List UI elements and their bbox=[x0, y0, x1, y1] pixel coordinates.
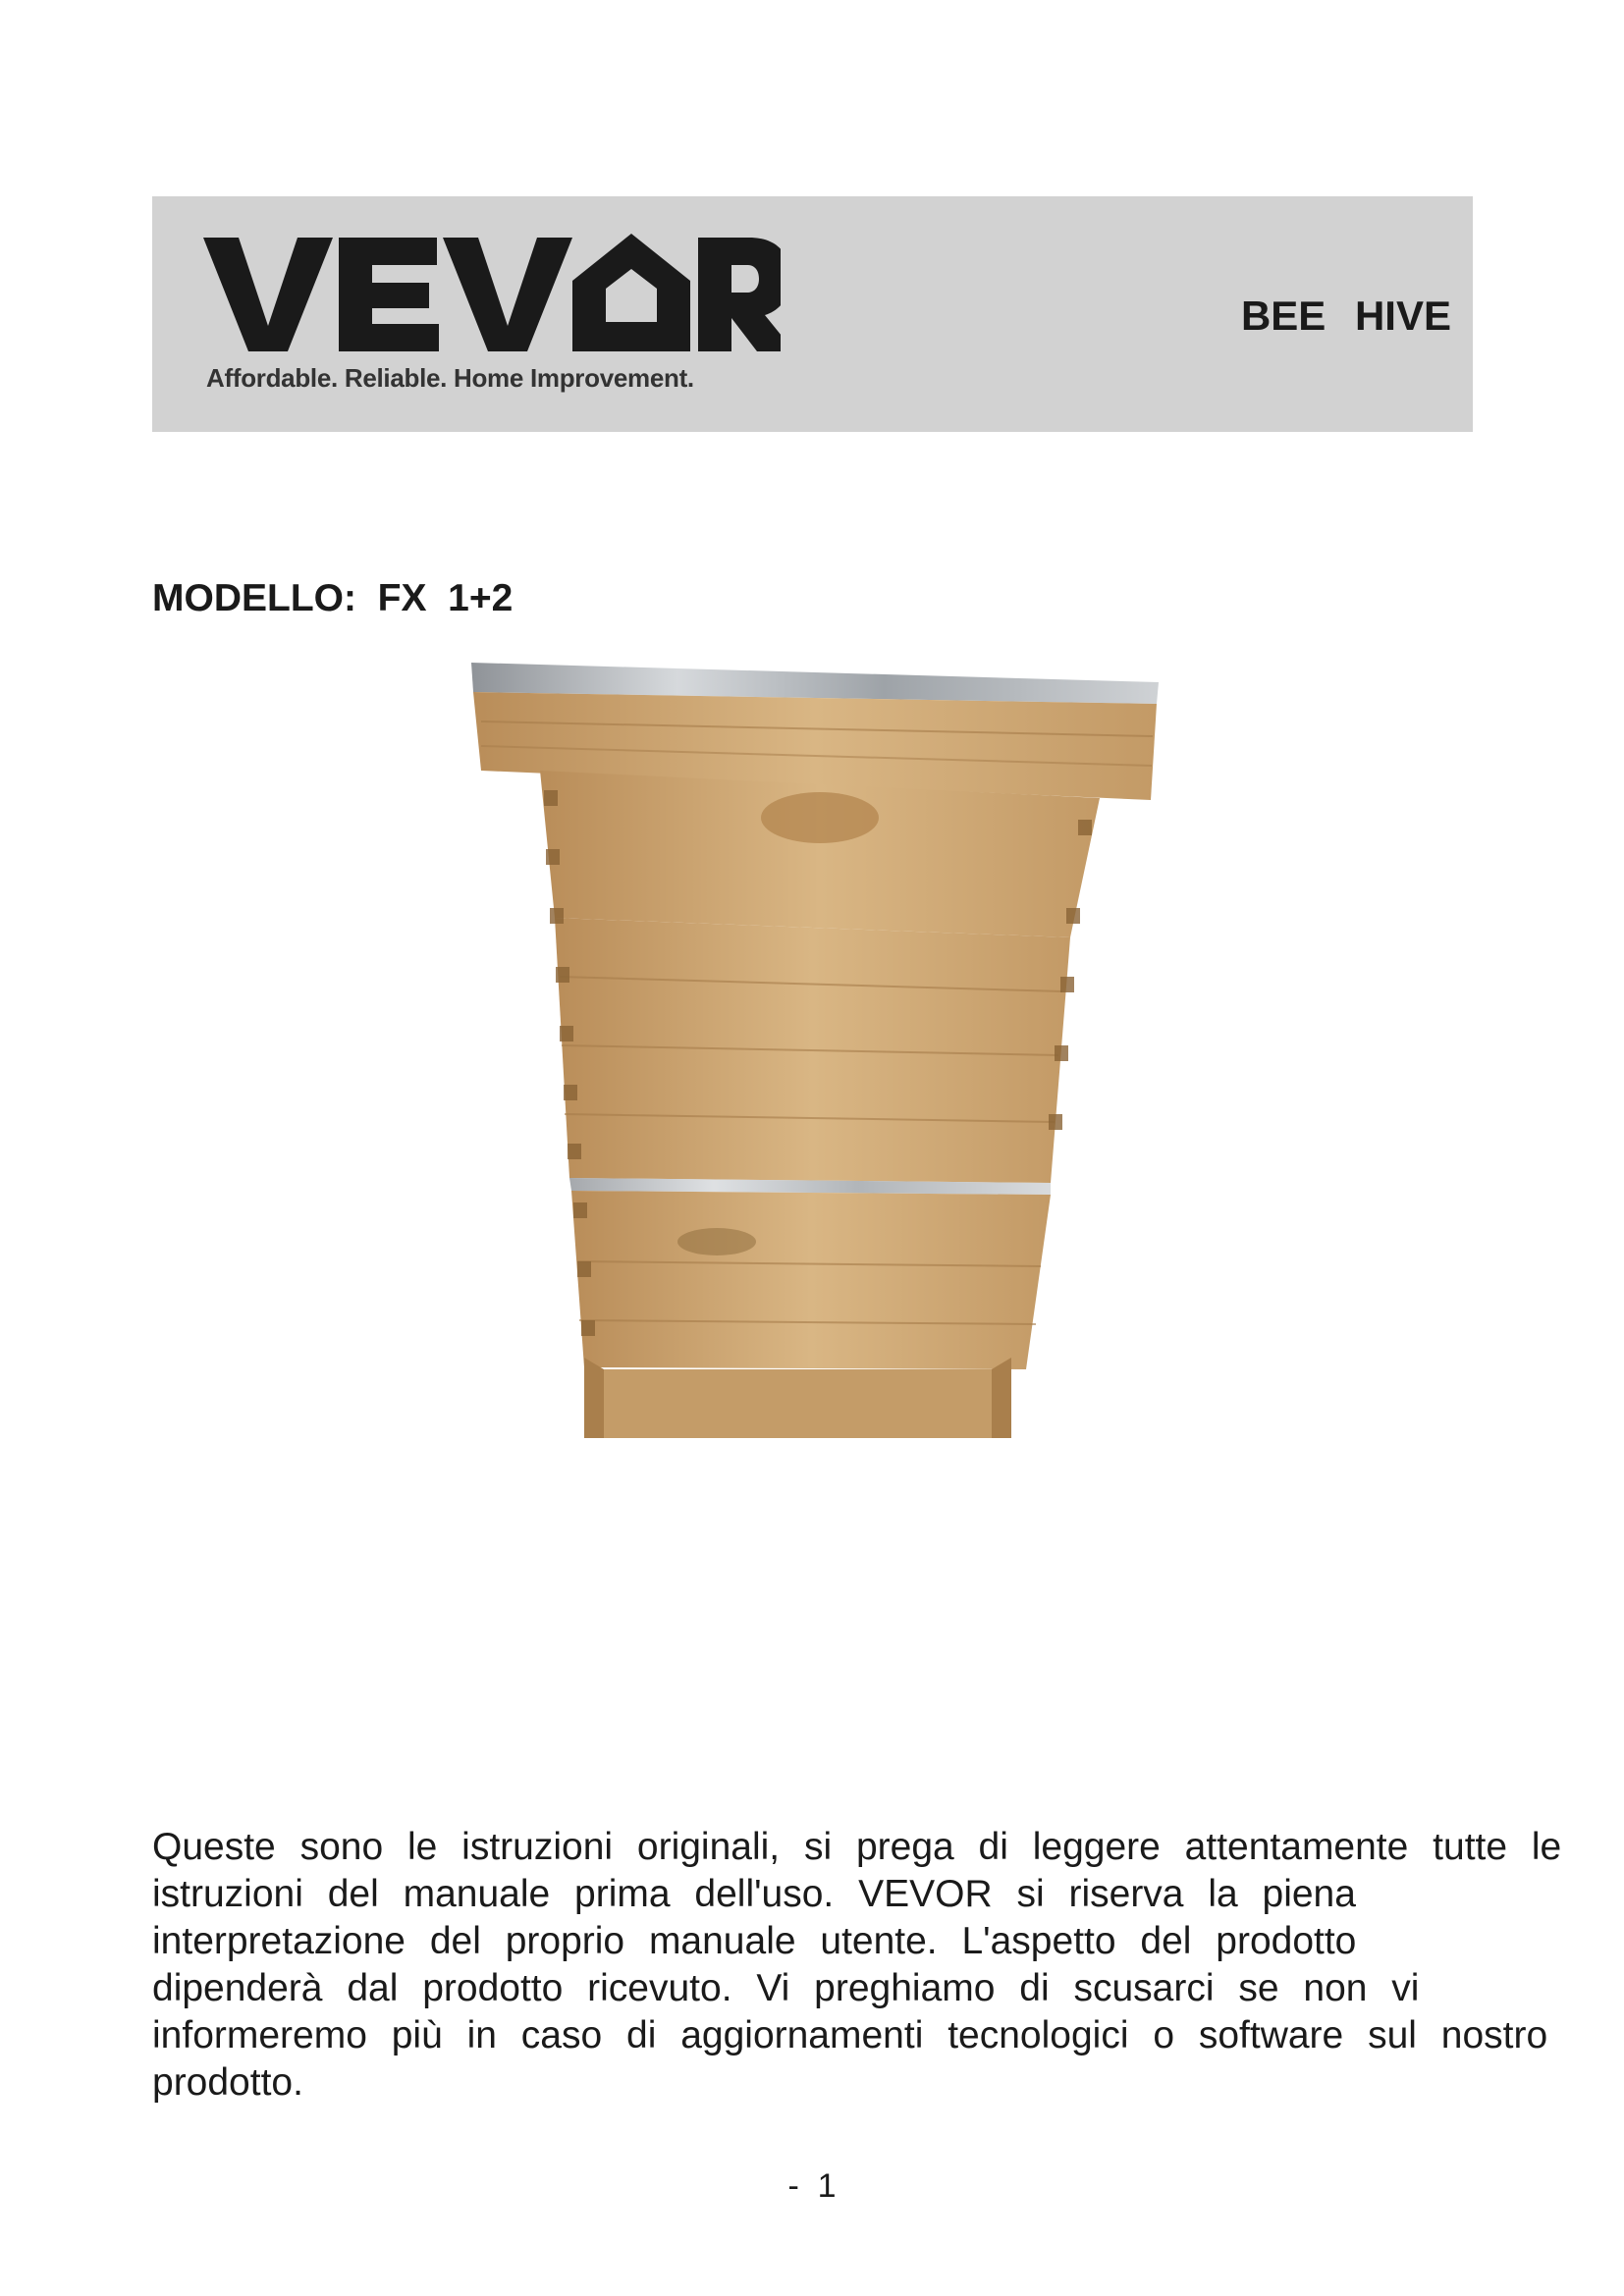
intro-paragraph-clip bbox=[0, 1824, 1591, 2118]
intro-line: istruzioni del manuale prima dell'uso. VEVOR si riserva la piena bbox=[152, 1873, 1356, 1915]
intro-line: dipenderà dal prodotto ricevuto. Vi preghiamo di scusarci se non vi bbox=[152, 1967, 1420, 2009]
wooden-bee-hive-icon bbox=[461, 653, 1168, 1458]
intro-line: interpretazione del proprio manuale utente. L'aspetto del prodotto bbox=[152, 1920, 1357, 1962]
product-name: BEE HIVE bbox=[1240, 293, 1451, 339]
model-label: MODELLO: FX 1+2 bbox=[152, 577, 514, 619]
intro-line: informeremo più in caso di aggiornamenti tecnologici o software sul nostro bbox=[152, 2014, 1548, 2056]
header-banner bbox=[152, 196, 1473, 432]
intro-paragraph bbox=[152, 1824, 1591, 2107]
brand-tagline: Affordable. Reliable. Home Improvement. bbox=[206, 363, 694, 393]
page-number: - 1 bbox=[787, 2167, 837, 2205]
vevor-logo bbox=[152, 196, 781, 363]
intro-line: Queste sono le istruzioni originali, si prega di leggere attentamente tutte le bbox=[152, 1826, 1562, 1868]
intro-line: prodotto. bbox=[152, 2061, 303, 2104]
